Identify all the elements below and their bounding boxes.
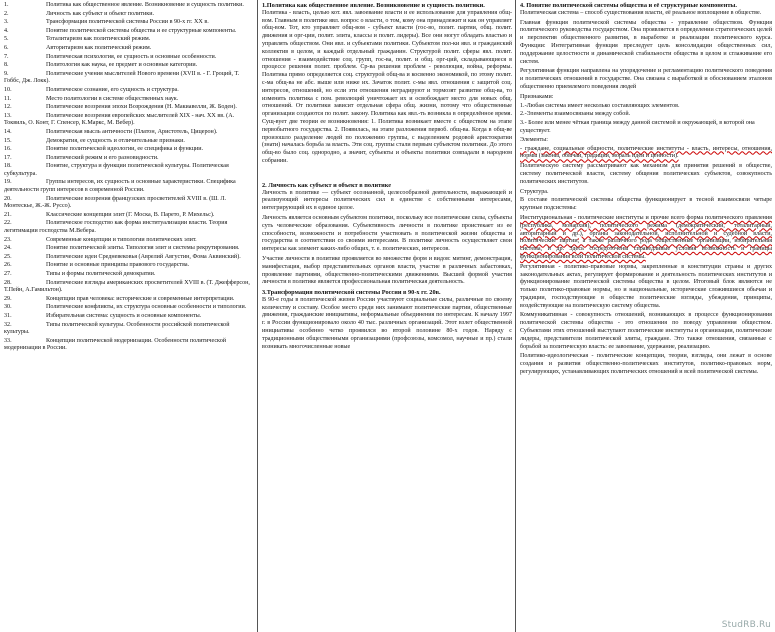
question-item (4, 338, 254, 353)
question-number: 32. (4, 321, 12, 328)
watermark-text: StudRB.Ru (721, 620, 771, 630)
question-text: Концепции прав человека: исторические и современные интерпретации. (46, 295, 235, 302)
paragraph: Регулятивная функция направлена на упорядочение и регламентацию политического поведения и политических отношений в государстве. Она связана с выработкой и обоснованием эталонов общественно приемлемого поведения людей (520, 68, 772, 90)
question-item (4, 304, 254, 312)
question-item (4, 245, 254, 253)
question-item (4, 104, 254, 112)
question-number: 25. (4, 253, 12, 260)
question-text: Политические идеи Средневековья (Аврелий Августин, Фома Аквинский). (46, 253, 241, 260)
question-item (4, 254, 254, 262)
column-answer-4 (516, 0, 775, 632)
question-item (4, 322, 254, 337)
question-text: Политология как наука, ее предмет и основные категории. (46, 62, 198, 69)
question-text: Политические воззрения французских просветителей XVIII в. (Ш. Л. Монтескье, Ж.-Ж. Руссо). (4, 195, 227, 210)
list-title: Признаками: (520, 93, 554, 100)
question-number: 13. (4, 112, 12, 119)
question-item (4, 62, 254, 70)
question-item (4, 87, 254, 95)
question-number: 22. (4, 220, 12, 227)
question-text: Личность как субъект и объект политики. (46, 10, 155, 17)
question-text: Политические воззрения эпохи Возрождения (Н. Макиавелли, Ж. Боден). (46, 104, 237, 111)
paragraph: Личность в политике — субъект осознанной, целесообразной деятельности, выражающей и реализующий интересы политических сил в единстве с собственными интересами, интегрирующий их в единое целое. (262, 189, 512, 212)
question-number: 15. (4, 137, 12, 144)
question-text: Политическая мысль античности (Платон, Аристотель, Цицерон). (46, 128, 218, 135)
paragraph: Политическая система – способ существования власти, её реальное воплощение в обществе. (520, 9, 762, 16)
question-text: Группы интересов, их сущность и основные характеристики. Специфика деятельности групп интересов в современной России. (4, 179, 236, 194)
question-number: 1. (4, 2, 9, 8)
question-item (4, 146, 254, 154)
question-number: 33. (4, 337, 12, 344)
question-text: Политические воззрения европейских мыслителей XIX - нач. XX вв. (А. Токвиль, О. Конт, Г. Спенсер, К.Маркс, М. Вебер). (4, 112, 235, 127)
question-number: 6. (4, 44, 9, 51)
question-text: Политика как общественное явление. Возникновение и сущность политики. (46, 2, 244, 8)
question-item (4, 28, 254, 36)
question-item (4, 313, 254, 321)
question-text: Демократия, ее сущность и отличительные признаки. (46, 137, 185, 144)
question-number: 5. (4, 36, 9, 43)
question-number: 31. (4, 312, 12, 319)
paragraph: В составе политической системы общества функционирует в тесной взаимосвязи четыре крупные подсистемы: (520, 197, 772, 212)
heading-1: 1.Политика как общественное явление. Возникновение и сущность политики. (262, 2, 485, 9)
question-text: Политические конфликты, их структура основные особенности и типологии. (46, 304, 247, 311)
question-number: 2. (4, 10, 9, 17)
question-item (4, 262, 254, 270)
question-number: 14. (4, 128, 12, 135)
question-number: 28. (4, 279, 12, 286)
paragraph: Личность является основным субъектом политики, поскольку все политические силы, субъекты суть человеческие образования. Субъективность личности в политике проистекает из ее способности, возможности и потребности участвовать в политической жизни общества и государства в соответствии со своими интересами. В политике личность осуществляет свои интересы как элемент каких-либо общих, т. е. политических, интересов. (262, 214, 512, 253)
question-number: 17. (4, 154, 12, 161)
paragraph: Регулятивная - политико-правовые нормы, закрепленные в конституции страны и других законодательных актах, регулирует формирование и деятельность политических институтов и функционирование политической системы общества в целом. Итоговый блок являются не только политико-правовые нормы, но и национальные, исторические сложившиеся обычаи и традиции, господствующие в обществе политические взгляды, убеждения, принципы, воздействующие на политическую систему общества. (520, 263, 772, 309)
question-item (4, 113, 254, 128)
paragraph: - граждане, социальные общности, политические институты - власть, интересы, отношения, нормы (законы, обычаи, традиции, мораль идеи и ценности). (520, 145, 772, 160)
question-text: Понятие политической элиты. Типология элит и системы рекрутирования. (46, 245, 240, 252)
question-item (4, 155, 254, 163)
question-text: Избирательная система: сущность и основные компоненты. (46, 312, 202, 319)
question-item (4, 296, 254, 304)
column-answers-1-3 (258, 0, 516, 632)
question-item (4, 96, 254, 104)
question-number: 3. (4, 19, 9, 26)
paragraph: Политико-идеологическая - политические концепции, теории, взгляды, они лежат в основе создания и развития общественно-политических институтов, политико-правовых норм, регулирующих, устанавливающих политических отношений и всей политической системы. (520, 353, 772, 376)
elements-label: Элементы: (520, 136, 548, 143)
question-number: 11. (4, 95, 12, 102)
question-text: Политическое сознание, его сущность и структура. (46, 86, 179, 93)
paragraph: Институциональная - политические институты и прочие всего форма политического правления (республика, монархия), политического режима (демократический, тоталитарный, авторитарный и др.), органы законодательной, исполнительной и судебной власти, политические партии, а также различного рода общественные организации, избирательная система, и др. Здесь сосредоточены справедливые условия возможность и границы функционирования всей политической системы. (520, 214, 772, 260)
question-text: Политические взгляды американских просветителей XVIII в. (Т. Джефферсон, Т.Пейн, А.Гамильтон). (4, 279, 250, 294)
question-text: Понятие и основные принципы правового государства. (46, 262, 190, 269)
question-number: 4. (4, 27, 9, 34)
list-item: 3.- Более или менее чёткая граница между данной системой и окружающей, в которой она существует. (520, 120, 755, 134)
paragraph: В 90-е годы в политической жизни России участвуют социальные силы, различные по своему количеству и составу. Особое место среди них занимают политические партии, общественные движения, гражданские инициативы, неформальные объединения по интересам. К началу 1997 г. в России функционировало около 40 тыс. различных организаций. Этот взлет общественной инициативы особенно четко проявился во второй половине 80-х годов. Наряду с традиционными общественными организациями (профсоюзы, комсомол, научные и пр.) стали возникать многочисленные новые (262, 296, 512, 350)
question-item (4, 54, 254, 62)
paragraph: Политика - власть, целью кот. явл. завоевание власти и ее использование для управления общ-вом. Главным в политике явл. вопрос о власти, о том, кому она принадлежит и как он управляет общ-вом. Тот, кто управляет общ-вом - субъект власти (гос-во, полит. партии, общ. полит. движения и орг-ции, полит. элита, классы и полит. лидеры). Все они могут обладать властью и управлять обществом. Они явл. и субъектами политики. Субъектом пол-ки явл. и гражданский коллектив в целом, и каждый отдельный гражданин. Структурой полит. сферы явл. полит. отношения - взаимодействие соц. групп, гос-ва, полит. и общ. орг-ций, складывающиеся в процессе решения полит. проблем. Ср-ва решения проблем - революция, война, реформы. Политика прямо определяется соц. структурой общ-ва и косвенно экономикой, по этому полит. с-ма общ-ва не абс. выше или ниже их. Зачаток полит. с-мы явл. отношения с защитой соц. интересов, отношений, но если эти отношения неградируют и тормозят развитие общ-ва, то изменить политика с пом. революций уничтожает их и освобождает место для новых общ. отношений. От политики зависит отдельная сфера общ. жизни, потому что общественные организации создаются по полит. закону. Политика как явл.-ть возникла в определённое время. Сущ-вует две теории ее возникновения: 1. Политика возникает вместе с обществом на этапе первобытного государства. 2. Появилась, на этапе разложения первоб. общ-ва. Когда в общ-ве произошло разделение людей по положению группы, с выделением родовой аристократии (знати) началась борьба за власть. Эти соц. группы стали первым субъектом политики. До этого общ-во было соц. однородно, а значит, субъекты и объекты политики совпадали в народном собрании. (262, 9, 512, 164)
question-text: Концепции политической модернизации. Особенности политической модернизации в России. (4, 337, 226, 352)
question-number: 10. (4, 86, 12, 93)
heading-3: 3.Трансформация политической системы России в 90-х гг. 20в. (262, 289, 441, 297)
question-text: Политическое господство как форма институализации власти. Теория легитимации господства М.Вебера. (4, 220, 228, 235)
question-text: Современные концепции и типологии политических элит. (46, 236, 197, 243)
column-questions (0, 0, 258, 632)
question-number: 8. (4, 62, 9, 69)
question-item (4, 196, 254, 211)
heading-4: 4. Понятие политической системы общества и её структурные компоненты. (520, 2, 737, 9)
question-number: 12. (4, 104, 12, 111)
question-text: Понятие политической идеологии, ее специфика и функции. (46, 146, 204, 153)
question-text: Типы и формы политической демократии. (46, 271, 156, 277)
question-item (4, 212, 254, 220)
list-item: 1.-Любая система имеет несколько составляющих элементов. (520, 102, 680, 109)
question-item (4, 237, 254, 245)
question-text: Политический режим и его разновидности. (46, 154, 159, 161)
question-text: Трансформация политической системы России в 90-х гг. XX в. (46, 19, 209, 26)
question-number: 21. (4, 211, 12, 218)
list-item: 2.-Элементы взаимосвязаны между собой. (520, 111, 631, 118)
question-text: Классические концепции элит (Г. Моска, В. Парето, Р. Михельс). (46, 211, 215, 218)
question-text: Политическая психология, ее сущность и основные особенности. (46, 53, 217, 60)
question-item (4, 280, 254, 295)
paragraph: Участие личности в политике проявляется во множестве форм и видов: митинг, демонстрация, манифестация, выбор представительных органов власти, участие в различных забастовках, проявление партиями, общественно-политическими движениями. Высшей формой участия личности в политике является профессиональная политическая деятельность. (262, 255, 512, 286)
heading-2: 2. Личность как субъект и объект в политике (262, 181, 392, 189)
question-number: 16. (4, 146, 12, 153)
question-number: 20. (4, 195, 12, 202)
question-number: 26. (4, 262, 12, 269)
question-item (4, 179, 254, 194)
question-text: Авторитаризм как политический режим. (46, 44, 152, 51)
question-item (4, 19, 254, 27)
question-item (4, 71, 254, 86)
question-text: Политические учения мыслителей Нового времени (XVII в. - Г. Гроций, Т. Гоббс, Дж. Локк). (4, 70, 240, 85)
question-number: 24. (4, 245, 12, 252)
paragraph: Коммуникативная - совокупность отношений, возникающих в процессе функционирования политической системы общества - это отношения по поводу управления обществом. Субъектами этих отношений выступают политические институты и организации, политические лидеры, представители политической элиты, граждане. Это также отношения, связанные с борьбой за политическую власть: ее завоевание, удержание, реализацию. (520, 312, 772, 350)
question-number: 23. (4, 236, 12, 243)
question-item (4, 138, 254, 146)
question-text: Тоталитаризм как политический режим. (46, 36, 151, 43)
question-text: Место политологии в системе общественных наук. (46, 95, 179, 102)
question-number: 30. (4, 304, 12, 311)
paragraph: Политическую систему рассматривают как механизм для принятия решений в обществе, систему политической власти, систему общения политических субъектов, совокупность политических институтов. (520, 163, 772, 185)
question-text: Понятие, структура и функции политической культуры. Политическая субкультура. (4, 163, 229, 177)
question-item (4, 36, 254, 44)
question-number: 19. (4, 179, 12, 186)
question-item (4, 45, 254, 53)
question-item (4, 2, 254, 10)
paragraph: Главная функция политической системы общества - управление обществом. Функция политического руководства государством. Она проявляется в определении стратегических целей и перспектив общественного развития, в выработке и реализации политического курса. Функции: Интегративная функция преследует цель консолидации общественных сил, поддержание целостности и динамической стабильности общества в целом и сглаживание его систем. (520, 19, 772, 65)
question-item (4, 271, 254, 279)
question-number: 18. (4, 163, 12, 170)
question-number: 9. (4, 70, 9, 77)
question-number: 27. (4, 271, 12, 277)
question-item (4, 220, 254, 235)
structure-label: Структура. (520, 188, 549, 195)
question-number: 7. (4, 53, 9, 60)
question-item (4, 163, 254, 178)
question-text: Понятие политической системы общества и ее структурные компоненты. (46, 27, 237, 34)
question-text: Типы политической культуры. Особенности российской политической культуры. (4, 321, 230, 336)
question-number: 29. (4, 295, 12, 302)
question-item (4, 11, 254, 19)
question-item (4, 129, 254, 137)
